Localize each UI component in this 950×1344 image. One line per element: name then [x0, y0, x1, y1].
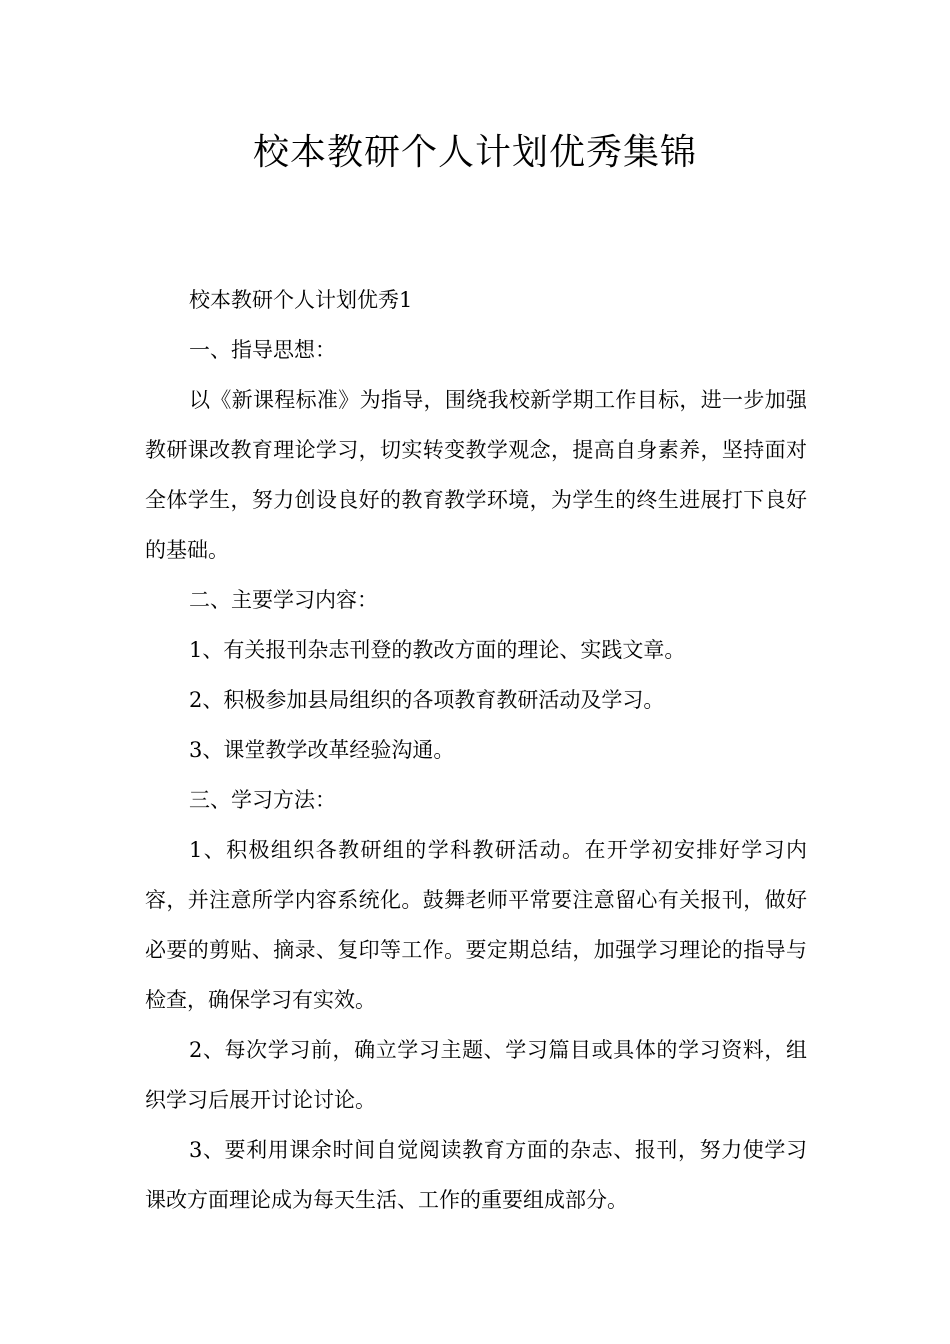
document-body: [145, 275, 807, 1225]
paragraph-content-item-3: 3、课堂教学改革经验沟通。: [189, 738, 455, 762]
heading-main-content: 二、主要学习内容：: [189, 588, 378, 612]
paragraph-content-item-1: 1、有关报刊杂志刊登的教改方面的理论、实践文章。: [189, 638, 686, 662]
heading-guiding-ideology: 一、指导思想：: [189, 338, 336, 362]
paragraph-method-item-3: 3、要利用课余时间自觉阅读教育方面的杂志、报刊，努力使学习课改方面理论成为每天生活、工作的重要组成部分。: [145, 1138, 807, 1212]
paragraph-method-item-2: 2、每次学习前，确立学习主题、学习篇目或具体的学习资料，组织学习后展开讨论讨论。: [145, 1038, 807, 1112]
paragraph-guiding-ideology: 以《新课程标准》为指导，围绕我校新学期工作目标，进一步加强教研课改教育理论学习，切实转变教学观念，提高自身素养，坚持面对全体学生，努力创设良好的教育教学环境，为学生的终生进展打下良好的基础。: [145, 388, 807, 562]
heading-study-methods: 三、学习方法：: [189, 788, 336, 812]
paragraph-method-item-1: 1、积极组织各教研组的学科教研活动。在开学初安排好学习内容，并注意所学内容系统化。鼓舞老师平常要注意留心有关报刊，做好必要的剪贴、摘录、复印等工作。要定期总结，加强学习理论的指导与检查，确保学习有实效。: [145, 838, 807, 1012]
document-title: 校本教研个人计划优秀集锦: [252, 132, 697, 173]
section-heading-plan-1: 校本教研个人计划优秀1: [189, 288, 413, 312]
paragraph-content-item-2: 2、积极参加县局组织的各项教育教研活动及学习。: [189, 688, 665, 712]
